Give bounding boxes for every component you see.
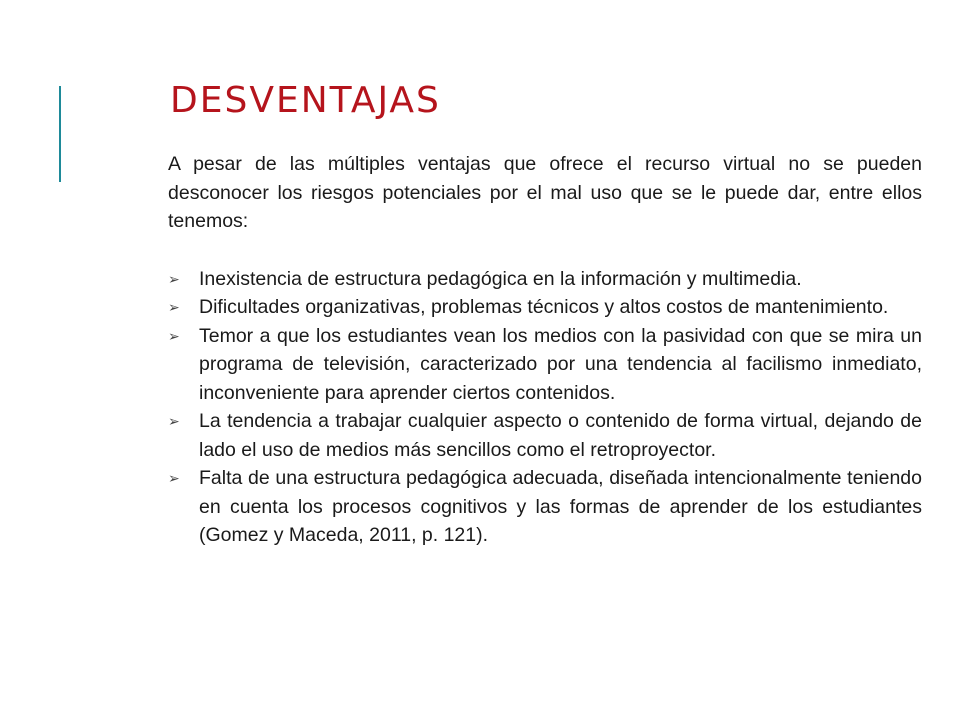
slide-content — [168, 150, 922, 550]
list-item-text: Dificultades organizativas, problemas técnicos y altos costos de mantenimiento. — [199, 296, 889, 318]
list-item — [168, 322, 922, 408]
title-accent-bar — [59, 86, 61, 182]
list-item-text: Falta de una estructura pedagógica adecuada, diseñada intencionalmente teniendo en cuenta los procesos cognitivos y las formas de aprender de los estudiantes (Gomez y Maceda, 2011, p. 121). — [199, 467, 922, 546]
list-item — [168, 293, 922, 322]
arrow-bullet-icon: ➢ — [168, 413, 180, 429]
list-item — [168, 464, 922, 550]
list-item-text: La tendencia a trabajar cualquier aspecto o contenido de forma virtual, dejando de lado el uso de medios más sencillos como el retroproyector. — [199, 410, 922, 461]
arrow-bullet-icon: ➢ — [168, 270, 180, 287]
disadvantages-list — [168, 265, 922, 550]
list-item-text: Inexistencia de estructura pedagógica en la información y multimedia. — [199, 267, 802, 290]
slide-title: DESVENTAJAS — [170, 80, 441, 121]
arrow-bullet-icon: ➢ — [168, 299, 180, 315]
list-item — [168, 407, 922, 464]
list-item — [168, 265, 922, 294]
arrow-bullet-icon: ➢ — [168, 470, 180, 486]
arrow-bullet-icon: ➢ — [168, 327, 180, 344]
intro-paragraph: A pesar de las múltiples ventajas que ofrece el recurso virtual no se pueden desconocer los riesgos potenciales por el mal uso que se le puede dar, entre ellos tenemos: — [168, 153, 922, 232]
list-item-text: Temor a que los estudiantes vean los medios con la pasividad con que se mira un programa de televisión, caracterizado por una tendencia al facilismo inmediato, inconveniente para aprender ciertos contenidos. — [199, 324, 922, 404]
